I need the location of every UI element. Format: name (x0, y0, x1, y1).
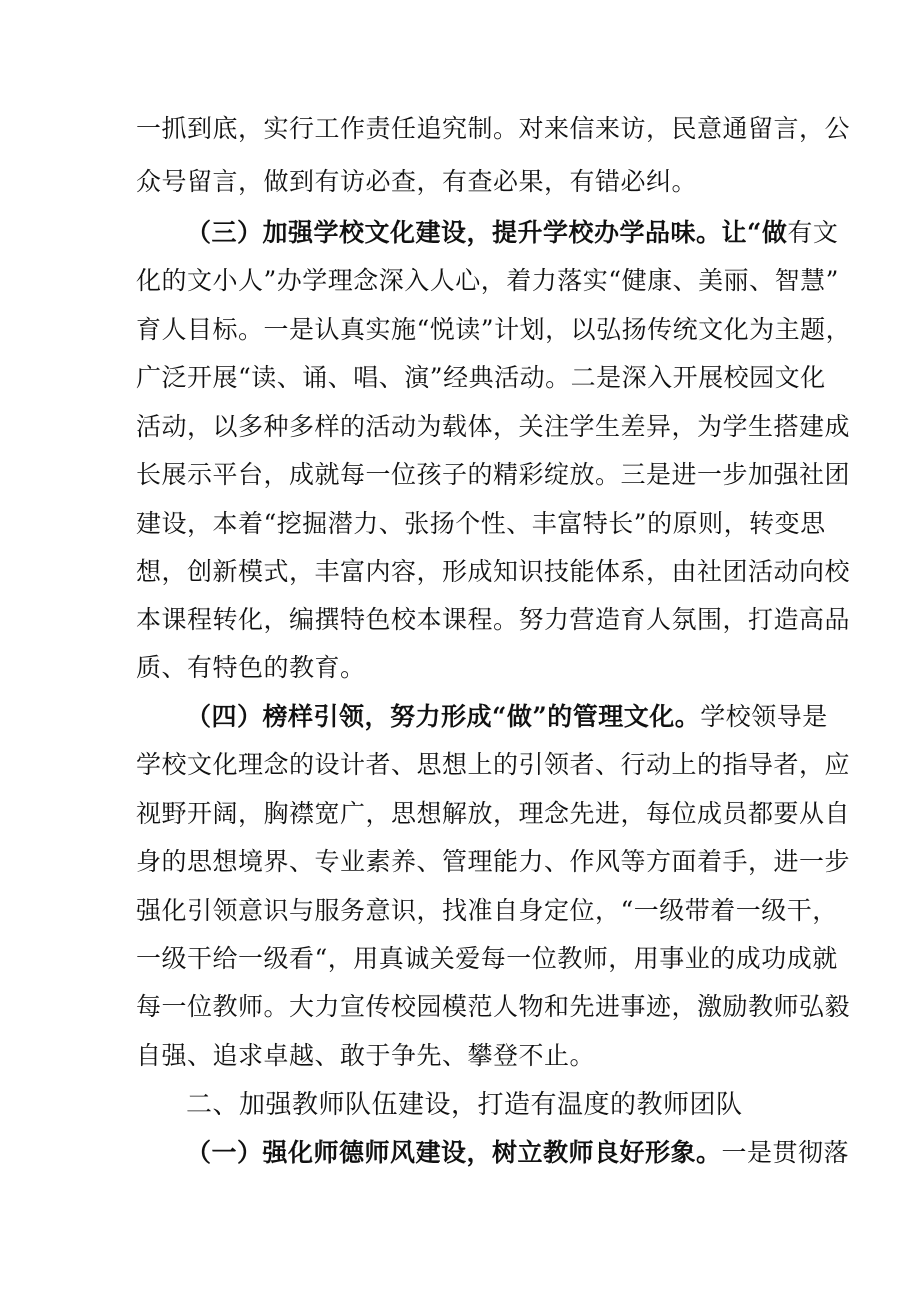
paragraph-line: 活动，以多种多样的活动为载体，关注学生差异，为学生搭建成 (136, 412, 851, 441)
section-heading: 二、加强教师队伍建设，打造有温度的教师团队 (186, 1090, 743, 1120)
paragraph-line: 广泛开展“读、诵、唱、演”经典活动。二是深入开展校园文化 (136, 363, 826, 392)
paragraph-line: 学校文化理念的设计者、思想上的引领者、行动上的指导者，应 (136, 750, 851, 779)
paragraph-first-line (186, 1136, 849, 1170)
bold-subheading: （四）榜样引领，努力形成“做”的管理文化。 (186, 702, 701, 731)
paragraph-line: 视野开阔，胸襟宽广，思想解放，理念先进，每位成员都要从自 (136, 799, 851, 828)
paragraph-line: 育人目标。一是认真实施“悦读”计划，以弘扬传统文化为主题， (136, 315, 852, 344)
paragraph-line: 每一位教师。大力宣传校园模范人物和先进事迹，激励教师弘毅 (136, 992, 851, 1021)
paragraph-first-line (186, 216, 838, 250)
paragraph-line: 本课程转化，编撰特色校本课程。努力营造育人氛围，打造高品 (136, 605, 851, 634)
paragraph-line: 一级干给一级看“，用真诚关爱每一位教师，用事业的成功成就 (136, 944, 838, 973)
paragraph-line: 自强、追求卓越、敢于争先、攀登不止。 (136, 1041, 596, 1070)
paragraph-text: 有文 (787, 218, 839, 247)
bold-subheading: （一）强化师德师风建设，树立教师良好形象。 (186, 1138, 722, 1167)
paragraph-line: 质、有特色的教育。 (136, 653, 366, 682)
paragraph-line: 强化引领意识与服务意识，找准自身定位，“一级带着一级干， (136, 896, 838, 925)
bold-subheading: （三）加强学校文化建设，提升学校办学品味。让“做 (186, 218, 788, 247)
paragraph-line: 建设，本着“挖掘潜力、张扬个性、丰富特长”的原则，转变思 (136, 509, 826, 538)
paragraph-line: 长展示平台，成就每一位孩子的精彩绽放。三是进一步加强社团 (136, 460, 851, 489)
paragraph-line: 想，创新模式，丰富内容，形成知识技能体系，由社团活动向校 (136, 557, 851, 586)
paragraph-text: 学校领导是 (700, 702, 828, 731)
paragraph-line: 化的文小人”办学理念深入人心，着力落实“健康、美丽、智慧” (136, 266, 839, 295)
paragraph-first-line (186, 700, 828, 734)
paragraph-line: 众号留言，做到有访必查，有查必果，有错必纠。 (136, 167, 698, 196)
paragraph-line: 一抓到底，实行工作责任追究制。对来信来访，民意通留言，公 (136, 114, 851, 143)
paragraph-line: 身的思想境界、专业素养、管理能力、作风等方面着手，进一步 (136, 847, 851, 876)
paragraph-text: 一是贯彻落 (721, 1138, 850, 1167)
